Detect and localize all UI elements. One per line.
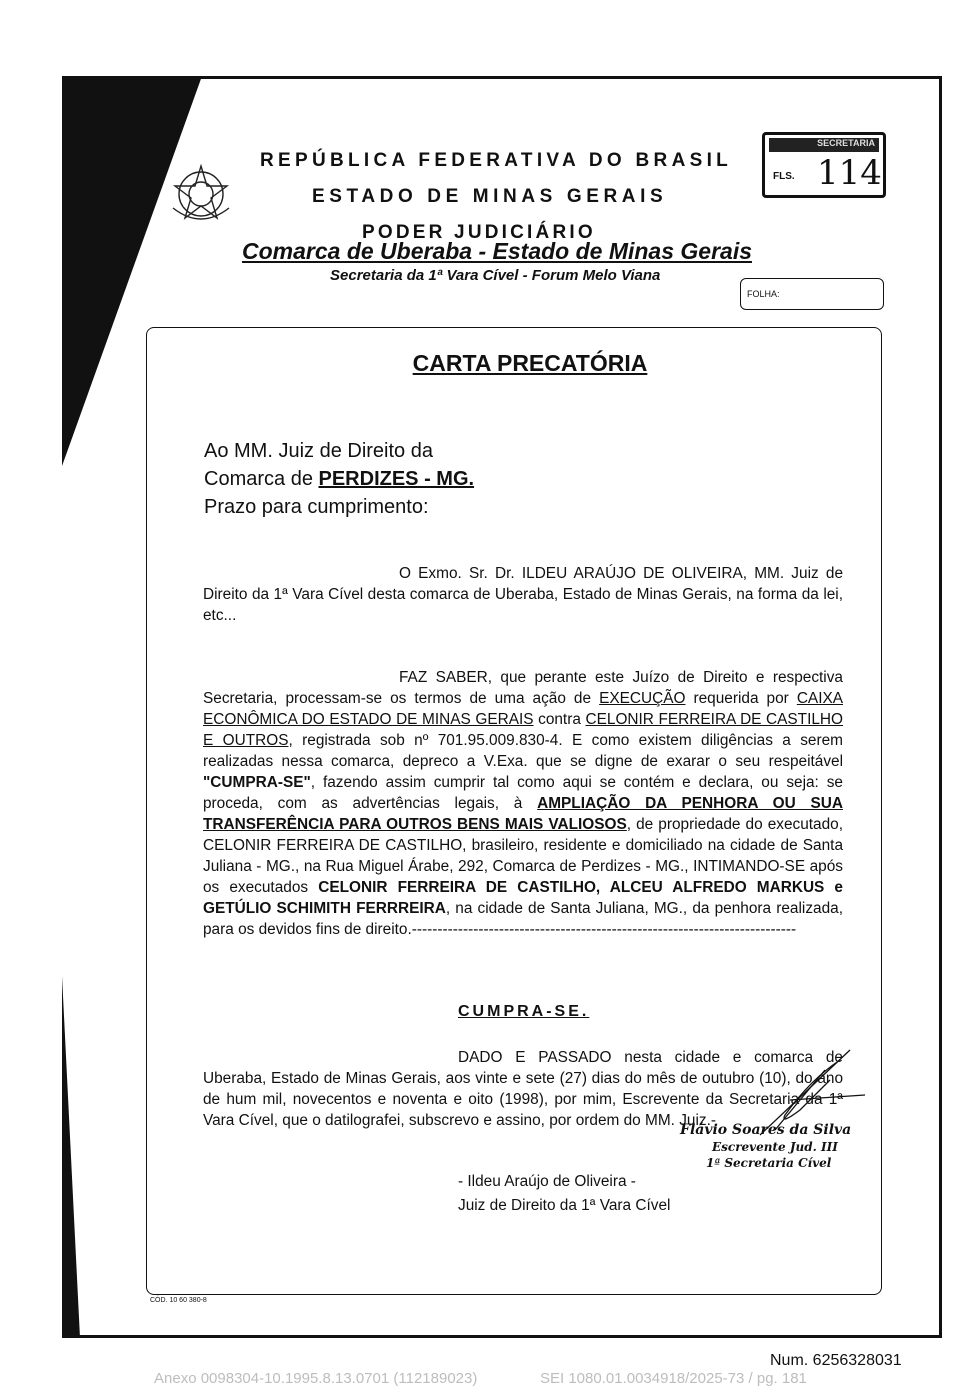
header-secretaria: Secretaria da 1ª Vara Cível - Forum Melo Viana xyxy=(330,267,661,284)
body-paragraph xyxy=(203,667,843,940)
judge-name: - Ildeu Araújo de Oliveira - xyxy=(458,1173,636,1190)
folha-label: FOLHA: xyxy=(747,289,780,299)
cumpra-se-heading: CUMPRA-SE. xyxy=(458,1003,590,1020)
body-text-6: , de propriedade do executado, CELONIR FERREIRA DE CASTILHO, brasileiro, residente e domiciliado na cidade de Santa Juliana - MG., na Rua Miguel Árabe, 292, Comarca de Perdizes - MG., INTIMANDO-SE após os executados xyxy=(203,816,843,896)
clerk-office: 1ª Secretaria Cível xyxy=(706,1156,832,1170)
body-text-1: FAZ SABER, que perante este Juízo de Direito e respectiva Secretaria, processam-se os termos de uma ação de xyxy=(203,669,843,707)
body-ampliacao: AMPLIAÇÃO DA PENHORA OU SUA TRANSFERÊNCIA PARA OUTROS BENS MAIS VALIOSOS xyxy=(203,795,843,833)
body-text-4: , registrada sob nº 701.95.009.830-4. E como existem diligências a serem realizadas nessa comarca, depreco a V.Exa. que se digne de exarar o seu respeitável xyxy=(203,732,843,770)
address-line-1: Ao MM. Juiz de Direito da xyxy=(204,440,433,462)
address-line-2 xyxy=(204,468,474,491)
page-number-stamp xyxy=(762,132,886,198)
body-text-7: , na cidade de Santa Juliana, MG., da penhora realizada, para os devidos fins de direito.--------------------------------------------------------------------------- xyxy=(203,900,843,938)
header-republica: REPÚBLICA FEDERATIVA DO BRASIL xyxy=(260,150,733,171)
body-text-5: , fazendo assim cumprir tal como aqui se contém e declara, ou seja: se proceda, com as advertências legais, à xyxy=(203,774,843,812)
address-line-3: Prazo para cumprimento: xyxy=(204,496,429,518)
body-execucao: EXECUÇÃO xyxy=(599,690,686,707)
body-caixa: CAIXA ECONÔMICA DO ESTADO DE MINAS GERAIS xyxy=(203,690,843,728)
footer-sei: SEI 1080.01.0034918/2025-73 / pg. 181 xyxy=(540,1370,807,1387)
clerk-role: Escrevente Jud. III xyxy=(712,1140,838,1154)
closing-paragraph: DADO E PASSADO nesta cidade e comarca de Uberaba, Estado de Minas Gerais, aos vinte e sete (27) dias do mês de outubro (10), do ano de hum mil, novecentos e noventa e oito (1998), por mim, Escrevente da Secretaria da 1ª Vara Cível, que o datilografei, subscrevo e assino, por ordem do MM. Juiz.- xyxy=(203,1049,843,1129)
body-executados: CELONIR FERREIRA DE CASTILHO, ALCEU ALFREDO MARKUS e GETÚLIO SCHIMITH FERRREIRA xyxy=(203,879,843,917)
header-comarca: Comarca de Uberaba - Estado de Minas Gerais xyxy=(242,238,753,264)
stamp-top-text: SECRETARIA xyxy=(769,138,879,152)
intro-paragraph: O Exmo. Sr. Dr. ILDEU ARAÚJO DE OLIVEIRA, MM. Juiz de Direito da 1ª Vara Cível desta comarca de Uberaba, Estado de Minas Gerais, na forma da lei, etc... xyxy=(203,565,843,624)
stamp-fls-label: FLS. xyxy=(773,171,795,182)
document-title: CARTA PRECATÓRIA xyxy=(412,350,648,376)
header-estado: ESTADO DE MINAS GERAIS xyxy=(312,186,668,207)
body-celonir: CELONIR FERREIRA DE CASTILHO E OUTROS xyxy=(203,711,844,749)
address-place: PERDIZES - MG. xyxy=(318,468,475,490)
coat-of-arms-icon xyxy=(165,158,237,232)
judge-role: Juiz de Direito da 1ª Vara Cível xyxy=(458,1197,671,1214)
clerk-name: Flávio Soares da Silva xyxy=(680,1122,852,1138)
footer-annex: Anexo 0098304-10.1995.8.13.0701 (112189023) xyxy=(154,1370,478,1387)
address-prefix: Comarca de xyxy=(204,468,319,490)
footer-num: Num. 6256328031 xyxy=(770,1352,902,1369)
header-poder: PODER JUDICIÁRIO xyxy=(362,222,596,243)
form-code: CÓD. 10 60 380-8 xyxy=(150,1297,207,1304)
body-cumpra-quote: "CUMPRA-SE" xyxy=(203,774,311,791)
folha-box xyxy=(740,278,884,310)
body-text-3: contra xyxy=(533,711,586,728)
body-text-2: requerida por xyxy=(685,690,797,707)
stamp-number: 114 xyxy=(817,153,882,193)
